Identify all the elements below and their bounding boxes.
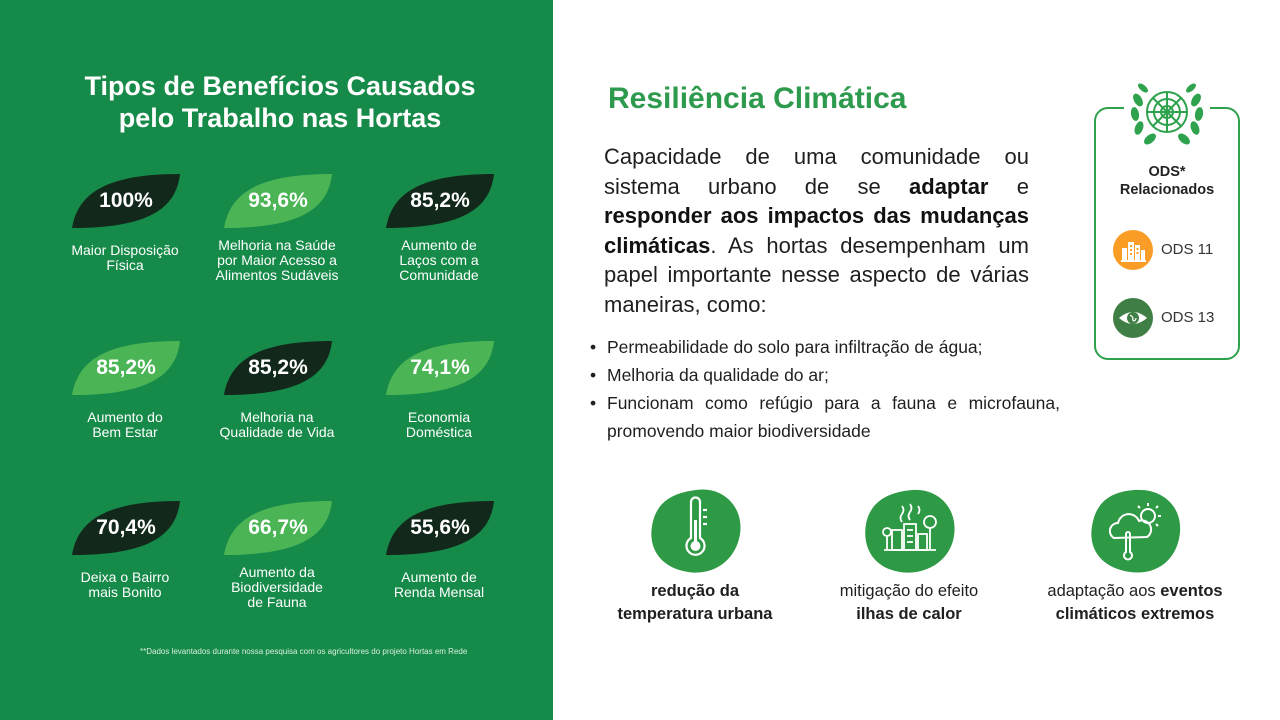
leaf-badge (220, 170, 336, 232)
feature-caption: redução da temperatura urbana (617, 582, 773, 623)
list-item: • Funcionam como refúgio para a fauna e microfauna, promovendo maior biodiversidade (590, 393, 1060, 441)
thermometer-icon (648, 488, 743, 574)
benefit-caption: Aumento de Renda Mensal (393, 569, 485, 600)
benefit-caption: Melhoria na Qualidade de Vida (219, 409, 335, 440)
benefit-caption: Aumento de Laços com a Comunidade (399, 237, 479, 283)
benefit-percentage: 85,2% (410, 189, 470, 212)
leaf-badge (68, 170, 184, 232)
benefit-caption: Maior Disposição Física (71, 242, 179, 273)
leaf-badge (382, 497, 498, 559)
leaf-badge (68, 337, 184, 399)
leaf-badge (382, 337, 498, 399)
section-title: Resiliência Climática (608, 82, 907, 115)
benefit-caption: Melhoria na Saúde por Maior Acesso a Alimentos Sudáveis (215, 237, 339, 283)
benefit-bullets (590, 333, 1060, 445)
city-heat-island-icon (862, 488, 957, 574)
leaf-badge (220, 337, 336, 399)
benefit-caption: Aumento da Biodiversidade de Fauna (231, 564, 323, 610)
leaf-badge (68, 497, 184, 559)
benefit-caption: Deixa o Bairro mais Bonito (80, 569, 170, 600)
benefit-caption: Aumento do Bem Estar (87, 409, 163, 440)
benefit-percentage: 85,2% (96, 356, 156, 379)
footnote: **Dados levantados durante nossa pesquisa com os agricultores do projeto Hortas em Rede (140, 647, 468, 656)
benefits-title: Tipos de Benefícios Causados pelo Trabalho nas Hortas (84, 71, 476, 133)
benefit-percentage: 70,4% (96, 516, 156, 539)
cloud-sun-thermometer-icon (1088, 488, 1183, 574)
benefit-caption: Economia Doméstica (405, 409, 473, 440)
feature-caption: mitigação do efeito ilhas de calor (839, 582, 979, 623)
list-item: • Melhoria da qualidade do ar; (590, 365, 829, 385)
leaf-badge (382, 170, 498, 232)
ods-heading: ODS* Relacionados (1119, 164, 1215, 198)
benefit-percentage: 100% (99, 189, 153, 212)
ods-11-item: ODS 11 (1113, 230, 1233, 270)
sustainable-cities-icon (1113, 230, 1153, 270)
feature-caption: adaptação aos eventos climáticos extremos (1047, 582, 1223, 623)
benefits-panel (0, 0, 553, 720)
benefit-percentage: 93,6% (248, 189, 308, 212)
benefit-percentage: 66,7% (248, 516, 308, 539)
benefit-percentage: 74,1% (410, 356, 470, 379)
climate-action-eye-icon (1113, 298, 1153, 338)
intro-paragraph: Capacidade de uma comunidade ou sistema urbano de se adaptar e responder aos impactos das mudanças climáticas. As hortas desempenham um papel importante nesse aspecto de várias maneiras, como: (604, 144, 1029, 317)
leaf-badge (220, 497, 336, 559)
benefit-percentage: 55,6% (410, 516, 470, 539)
ods-13-item: ODS 13 (1113, 298, 1233, 338)
list-item: • Permeabilidade do solo para infiltração de água; (590, 337, 983, 357)
un-emblem-icon (1124, 78, 1210, 156)
benefit-percentage: 85,2% (248, 356, 308, 379)
